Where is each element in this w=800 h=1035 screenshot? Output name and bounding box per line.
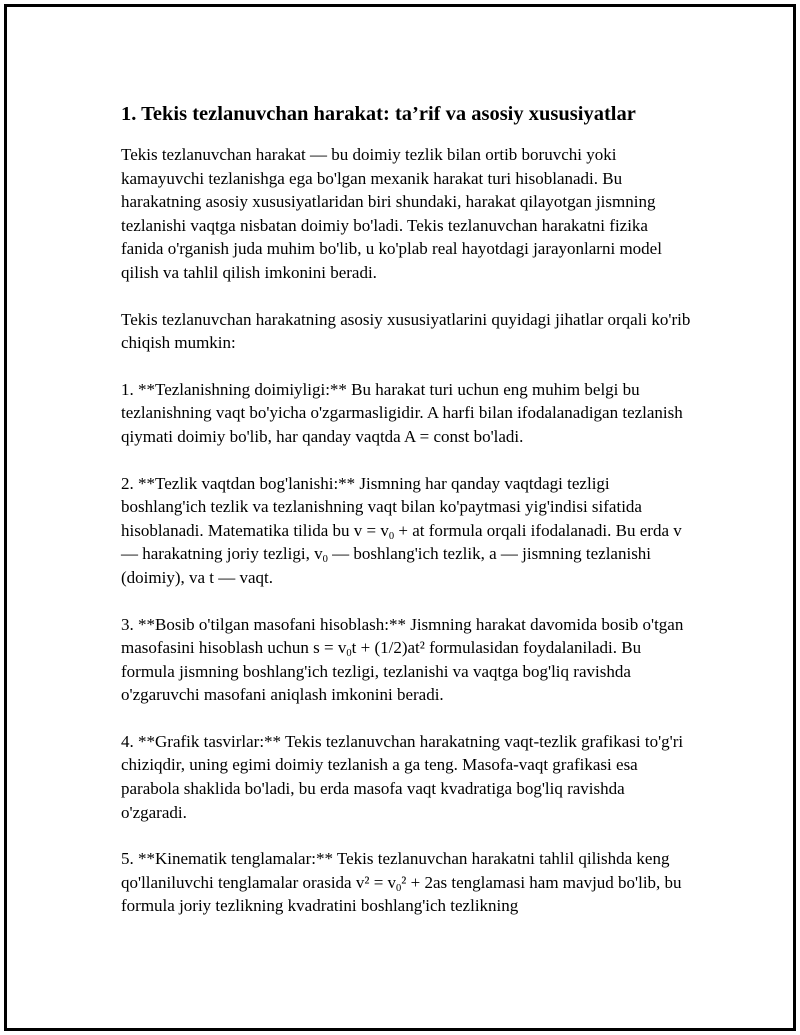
- lead-paragraph: Tekis tezlanuvchan harakatning asosiy xususiyatlarini quyidagi jihatlar orqali ko'rib chiqish mumkin:: [121, 309, 691, 353]
- document-title: 1. Tekis tezlanuvchan harakat: ta’rif va asosiy xususiyatlar: [121, 103, 636, 125]
- list-item-3-text-b: t + (1/2)at² formulasidan foydalaniladi. Bu formula jismning boshlang'ich tezligi, tezlanishi va vaqtga bog'liq ravishda o'zgaruvchi masofani aniqlash imkonini beradi.: [121, 638, 642, 705]
- list-item-2-text-c: — boshlang'ich tezlik, a — jismning tezlanishi (doimiy), va t — vaqt.: [121, 544, 652, 587]
- page: [4, 4, 796, 1031]
- list-item-5-text-b: ² + 2as tenglamasi ham mavjud bo'lib, bu formula joriy tezlikning kvadratini boshlang'ich tezlikning: [121, 872, 682, 916]
- intro-paragraph: Tekis tezlanuvchan harakat — bu doimiy tezlik bilan ortib boruvchi yoki kamayuvchi tezlanishga ega bo'lgan mexanik harakat turi hisoblanadi. Bu harakatning asosiy xususiyatlaridan biri shundaki, harakat qilayotgan jismning tezlanishi vaqtga nisbatan doimiy bo'ladi. Tekis tezlanuvchan harakatni fizika fanida o'rganish juda muhim bo'lib, u ko'plab real hayotdagi jarayonlarni model qilish va tahlil qilish imkonini beradi.: [121, 145, 662, 282]
- list-item-2-text-a: 2. **Tezlik vaqtdan bog'lanishi:** Jismning har qanday vaqtdagi tezligi boshlang'ich tezlik va tezlanishning vaqt bilan ko'paytmasi yig'indisi sifatida hisoblanadi. Matematika tilida bu v = v: [121, 473, 642, 540]
- subscript: 0: [388, 530, 395, 542]
- document-body: [121, 99, 691, 941]
- subscript: 0: [346, 648, 352, 660]
- list-item-4: 4. **Grafik tasvirlar:** Tekis tezlanuvchan harakatning vaqt-tezlik grafikasi to'g'ri chiziqdir, uning egimi doimiy tezlanish a ga teng. Masofa-vaqt grafikasi esa parabola shaklida bo'ladi, bu erda masofa vaqt kvadratiga bog'liq ravishda o'zgaradi.: [121, 731, 684, 822]
- list-item-3-text-a: 3. **Bosib o'tilgan masofani hisoblash:** Jismning harakat davomida bosib o'tgan masofasini hisoblash uchun s = v: [121, 614, 684, 658]
- list-item-1: 1. **Tezlanishning doimiyligi:** Bu harakat turi uchun eng muhim belgi bu tezlanishning vaqt bo'yicha o'zgarmasligidir. A harfi bilan ifodalanadigan tezlanish qiymati doimiy bo'lib, har qanday vaqtda A = const bo'ladi.: [121, 379, 683, 446]
- subscript: 0: [396, 883, 402, 894]
- list-item-2: [121, 472, 691, 590]
- list-item-3: [121, 613, 691, 707]
- list-item-5-text-a: 5. **Kinematik tenglamalar:** Tekis tezlanuvchan harakatni tahlil qilishda keng qo'llaniluvchi tenglamalar orasida v² = v: [121, 849, 670, 892]
- subscript: 0: [322, 554, 328, 566]
- list-item-5: [121, 847, 691, 918]
- list-item-2-text-b: + at formula orqali ifodalanadi. Bu erda v — harakatning joriy tezligi, v: [121, 520, 682, 564]
